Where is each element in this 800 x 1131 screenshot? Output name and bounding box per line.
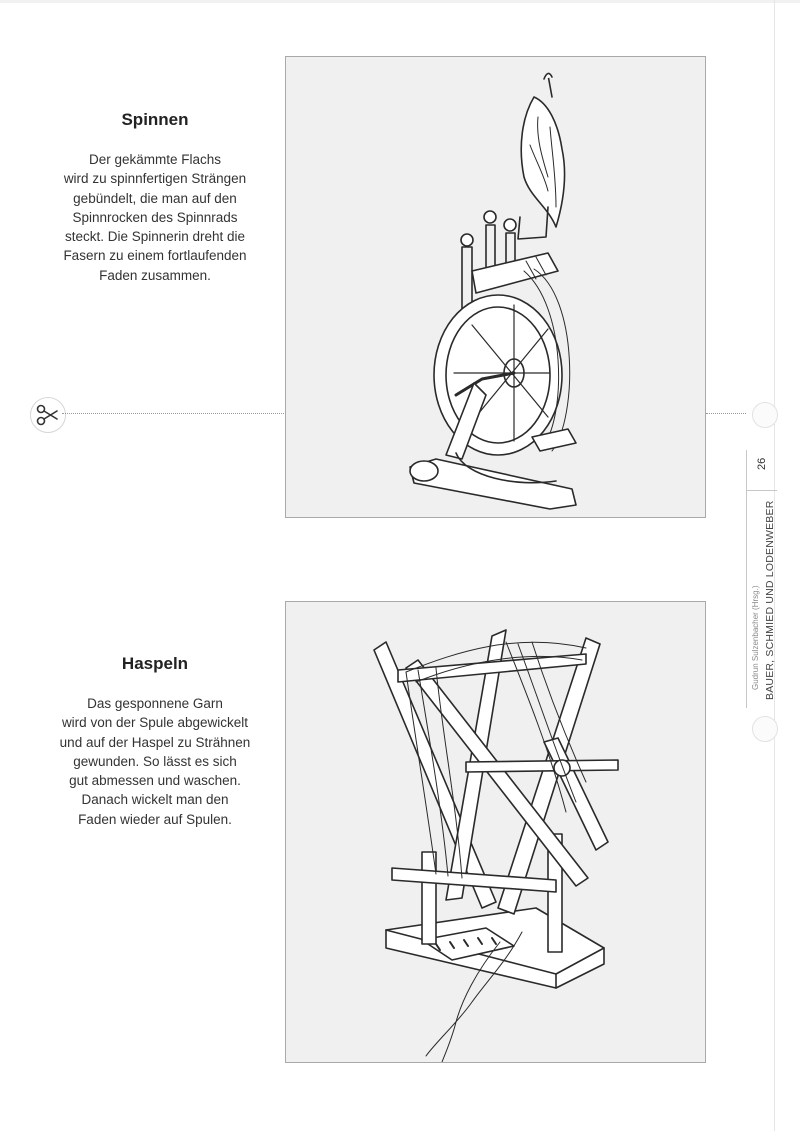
spinning-wheel-icon xyxy=(286,57,706,518)
page-number: 26 xyxy=(756,457,768,470)
scissors-marker xyxy=(30,397,66,433)
cut-line xyxy=(62,413,284,414)
punch-hole xyxy=(752,402,778,428)
body-line: gebündelt, die man auf den xyxy=(73,190,237,206)
body-line: Faden wieder auf Spulen. xyxy=(78,811,232,827)
book-title: BAUER, SCHMIED UND LODENWEBER xyxy=(764,500,776,700)
body-line: Der gekämmte Flachs xyxy=(88,152,222,167)
section-haspeln xyxy=(40,654,270,829)
page-top-edge xyxy=(0,0,800,3)
section-body xyxy=(40,694,270,829)
section-spinnen xyxy=(40,110,270,285)
body-line: Das gesponnene Garn xyxy=(87,696,223,711)
body-line: Spinnrocken des Spinnrads xyxy=(72,209,238,225)
illustration-frame-reel xyxy=(285,601,706,1063)
section-title: Haspeln xyxy=(121,654,189,673)
body-line: Danach wickelt man den xyxy=(81,792,229,808)
section-body xyxy=(40,150,270,285)
body-line: Fasern zu einem fortlaufenden xyxy=(63,248,247,264)
body-line: gut abmessen und waschen. xyxy=(69,773,241,789)
side-divider xyxy=(747,490,777,491)
body-line: und auf der Haspel zu Strähnen xyxy=(59,734,251,750)
body-line: wird von der Spule abgewickelt xyxy=(61,715,249,731)
editor-credit: Gudrun Sulzenbacher (Hrsg.) xyxy=(751,585,760,690)
body-line: wird zu spinnfertigen Strängen xyxy=(63,171,247,187)
punch-hole xyxy=(752,716,778,742)
body-line: Faden zusammen. xyxy=(99,267,211,283)
body-line: steckt. Die Spinnerin dreht die xyxy=(64,229,246,245)
reel-icon xyxy=(286,602,706,1063)
scissors-icon xyxy=(35,402,61,428)
cut-line-right xyxy=(706,413,746,414)
section-title: Spinnen xyxy=(121,110,189,129)
body-line: gewunden. So lässt es sich xyxy=(73,753,237,769)
illustration-frame-spinning xyxy=(285,56,706,518)
